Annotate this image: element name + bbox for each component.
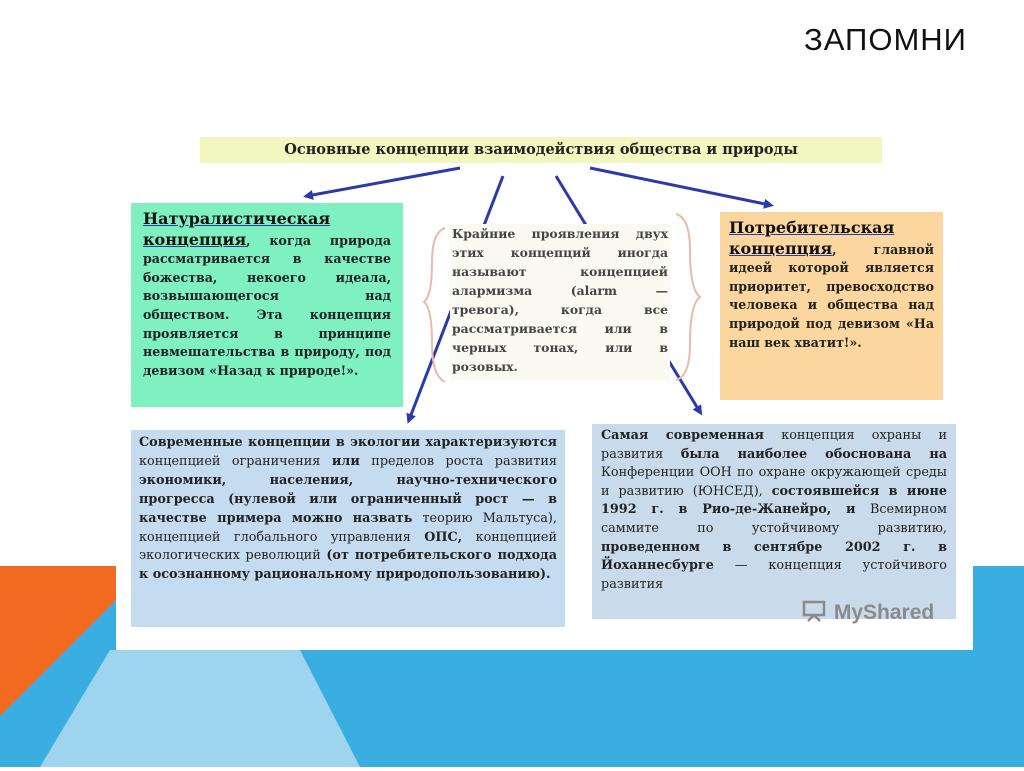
naturalistic-title: Натуралистическая концепция [143, 209, 331, 249]
consumer-title: Потребительская концепция [729, 218, 895, 258]
watermark-logo [802, 600, 934, 625]
naturalistic-concept-box [131, 203, 403, 407]
naturalistic-text: , когда природа рассматривается в качестве божества, некоего идеала, возвышающегося над обществом. Эта концепция проявляется в принципе невмешательства в природу, под девизом «Назад к природе!». [143, 232, 391, 378]
arrow-to-consumer [590, 168, 770, 205]
sustainable-text-2: концепция охраны и развития [601, 428, 947, 462]
modern-concepts-box [131, 430, 565, 627]
consumer-text: , главной идеей которой является приоритет, превосходство человека и общества над природой под девизом «На наш век хватит!». [729, 241, 934, 350]
modern-text-3: или [331, 453, 360, 469]
watermark-text: MyShared [833, 601, 935, 624]
consumer-concept-box [720, 212, 943, 400]
modern-text-2: концепцией ограничения [139, 453, 332, 469]
slide-title: ЗАПОМНИ [804, 22, 967, 57]
sustainable-text-7: проведенном в сентябре 2002 г. в Йоханнесбурге [601, 539, 947, 574]
right-brace-icon [676, 214, 700, 380]
sustainable-development-box [592, 424, 956, 619]
modern-text-6: теорию Мальтуса), концепцией глобального управления [139, 510, 557, 545]
modern-text-4: пределов роста развития [359, 453, 557, 469]
sustainable-text-6: Всемирном саммите по устойчивому развитию, [601, 502, 947, 536]
modern-text-1: Современные концепции в экологии характеризуются [139, 435, 557, 450]
presentation-icon [802, 600, 828, 622]
left-brace-icon [424, 228, 445, 382]
modern-text-7: ОПС, [424, 529, 463, 545]
concepts-heading: Основные концепции взаимодействия общества и природы [200, 137, 882, 163]
arrow-to-naturalistic [307, 168, 460, 196]
modern-text-8: концепцией экологических революций [139, 529, 557, 564]
alarmism-text: Крайние проявления двух этих концепций иногда называют концепцией алармизма (alarm — тревога), когда все рассматривается или в черных тонах, или в розовых. [452, 226, 668, 374]
sustainable-text-8: — концепция устойчивого развития [601, 558, 947, 592]
sustainable-text-5: состоявшейся в июне 1992 г. в Рио-де-Жанейро, и [601, 483, 947, 518]
sustainable-text-3: была наиболее обоснована на [680, 446, 947, 462]
sustainable-text-4: Конференции ООН по охране окружающей среды и развитию (ЮНСЕД), [601, 465, 947, 499]
modern-text-5: экономики, населения, научно-технического прогресса (нулевой или ограниченный рост — в качестве примера можно назвать [139, 472, 557, 526]
alarmism-note-box [450, 224, 670, 380]
modern-text-9: (от потребительского подхода к осознанному рациональному природопользованию). [139, 548, 557, 583]
sustainable-text-1: Самая современная [601, 428, 764, 443]
